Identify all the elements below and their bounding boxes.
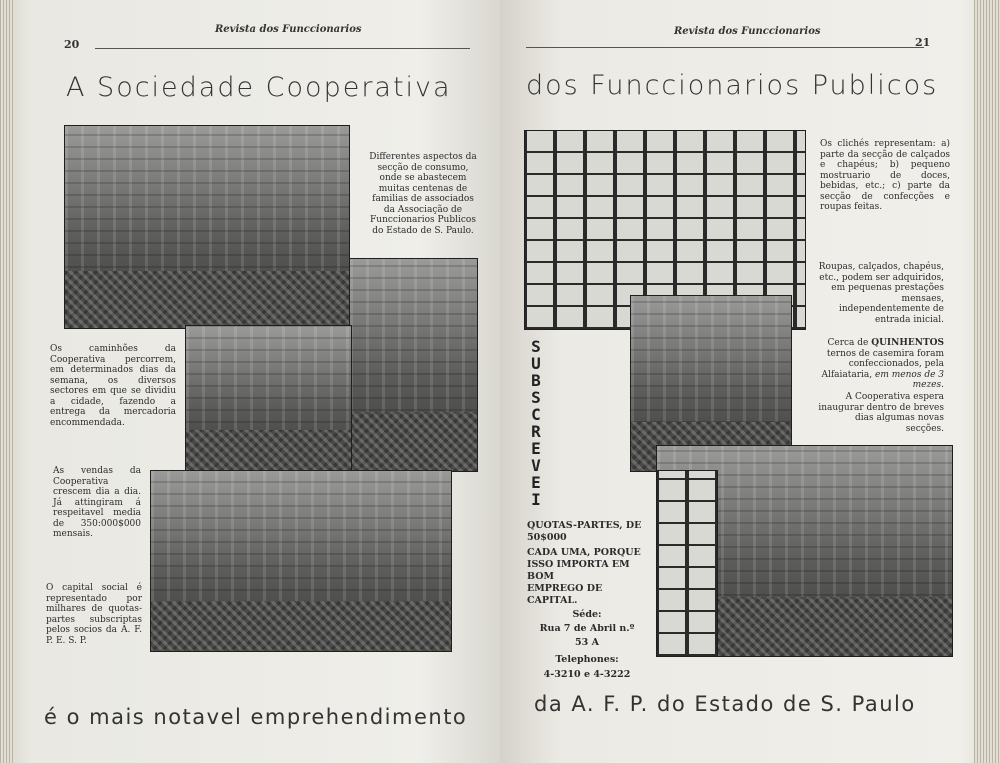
caption-suits-prefix: Cerca de — [827, 338, 869, 348]
vertical-letter: S — [531, 388, 541, 407]
page-title-right: dos Funccionarios Publicos — [526, 70, 939, 101]
caption-suits-mid: ternos de casemira foram confeccionados, pela Alfaiataria, — [821, 348, 944, 380]
vertical-letter: C — [531, 405, 541, 424]
caption-clothes: Roupas, calçados, chapéus, etc., podem ser adquiridos, em pequenas prestações mensaes, independentemente de entrada inicial. — [818, 262, 944, 325]
header-rule-left — [95, 48, 470, 49]
caption-suits-italic: em menos de 3 mezes. — [875, 369, 944, 390]
vertical-letter: E — [531, 473, 541, 492]
cta-phones: 4-3210 e 4-3222 — [543, 669, 631, 680]
cta-line3: CADA UMA, PORQUE — [527, 547, 641, 558]
caption-aspects: Differentes aspectos da secção de consumo, onde se abastecem muitas centenas de familias de associados da Associação de Funccionarios Publicos do Estado de S. Paulo. — [369, 152, 477, 236]
vertical-subscrevei — [521, 338, 551, 508]
right-page-edge — [974, 0, 1000, 763]
cta-line1: QUOTAS-PARTES, DE — [527, 520, 642, 531]
photo-store-shelves — [64, 125, 350, 329]
cta-sede: Séde: — [572, 609, 602, 620]
vertical-letter: S — [531, 337, 541, 356]
caption-suits — [810, 338, 944, 391]
left-page-edge — [0, 0, 14, 763]
running-head-left: Revista dos Funccionarios — [215, 24, 362, 35]
cta-line5: EMPREGO DE CAPITAL. — [527, 583, 603, 606]
page-title-left: A Sociedade Cooperativa — [66, 72, 452, 103]
vertical-letter: V — [531, 456, 541, 475]
caption-new-sections: A Cooperativa espera inaugurar dentro de breves dias algumas novas secções. — [818, 392, 944, 434]
vertical-letter: I — [531, 490, 541, 509]
page-number-right: 21 — [915, 36, 931, 49]
header-rule-right — [526, 47, 924, 48]
cta-line4: ISSO IMPORTA EM BOM — [527, 559, 630, 582]
running-head-right: Revista dos Funccionarios — [674, 26, 821, 37]
caption-suits-emph: QUINHENTOS — [871, 338, 944, 348]
photo-clothing-drawers — [656, 470, 718, 657]
caption-trucks: Os caminhões da Cooperativa percorrem, em determinados dias da semana, os diversos sectores em que se dividiu a cidade, fazendo a entrega da mercadoria encommendada. — [50, 344, 176, 428]
vertical-letter: B — [531, 371, 541, 390]
vertical-letter: R — [531, 422, 541, 441]
cta-address2: 53 A — [575, 637, 599, 648]
vertical-letter: U — [531, 354, 541, 373]
caption-capital: O capital social é representado por milhares de quotas-partes subscriptas pelos socios da A. F. P. E. S. P. — [46, 583, 142, 646]
footer-line-left: é o mais notavel emprehendimento — [44, 705, 468, 729]
cta-phone-label: Telephones: — [555, 654, 619, 665]
caption-cliches: Os clichés representam: a) parte da secção de calçados e chapéus; b) pequeno mostruario de doces, bebidas, etc.; c) parte da secção de confecções e roupas feitas. — [820, 139, 950, 212]
subscription-callout — [527, 520, 647, 681]
page-number-left: 20 — [64, 38, 80, 51]
cta-address1: Rua 7 de Abril n.º — [539, 623, 635, 634]
photo-store-interior — [150, 470, 452, 652]
photo-shelves-right — [349, 258, 478, 472]
caption-sales: As vendas da Cooperativa crescem dia a dia. Já attingiram á respeitavel media de 350:000$000 mensais. — [53, 466, 141, 539]
photo-counter — [185, 325, 352, 472]
vertical-letter: E — [531, 439, 541, 458]
footer-line-right: da A. F. P. do Estado de S. Paulo — [534, 692, 916, 716]
cta-line2: 50$000 — [527, 532, 567, 543]
